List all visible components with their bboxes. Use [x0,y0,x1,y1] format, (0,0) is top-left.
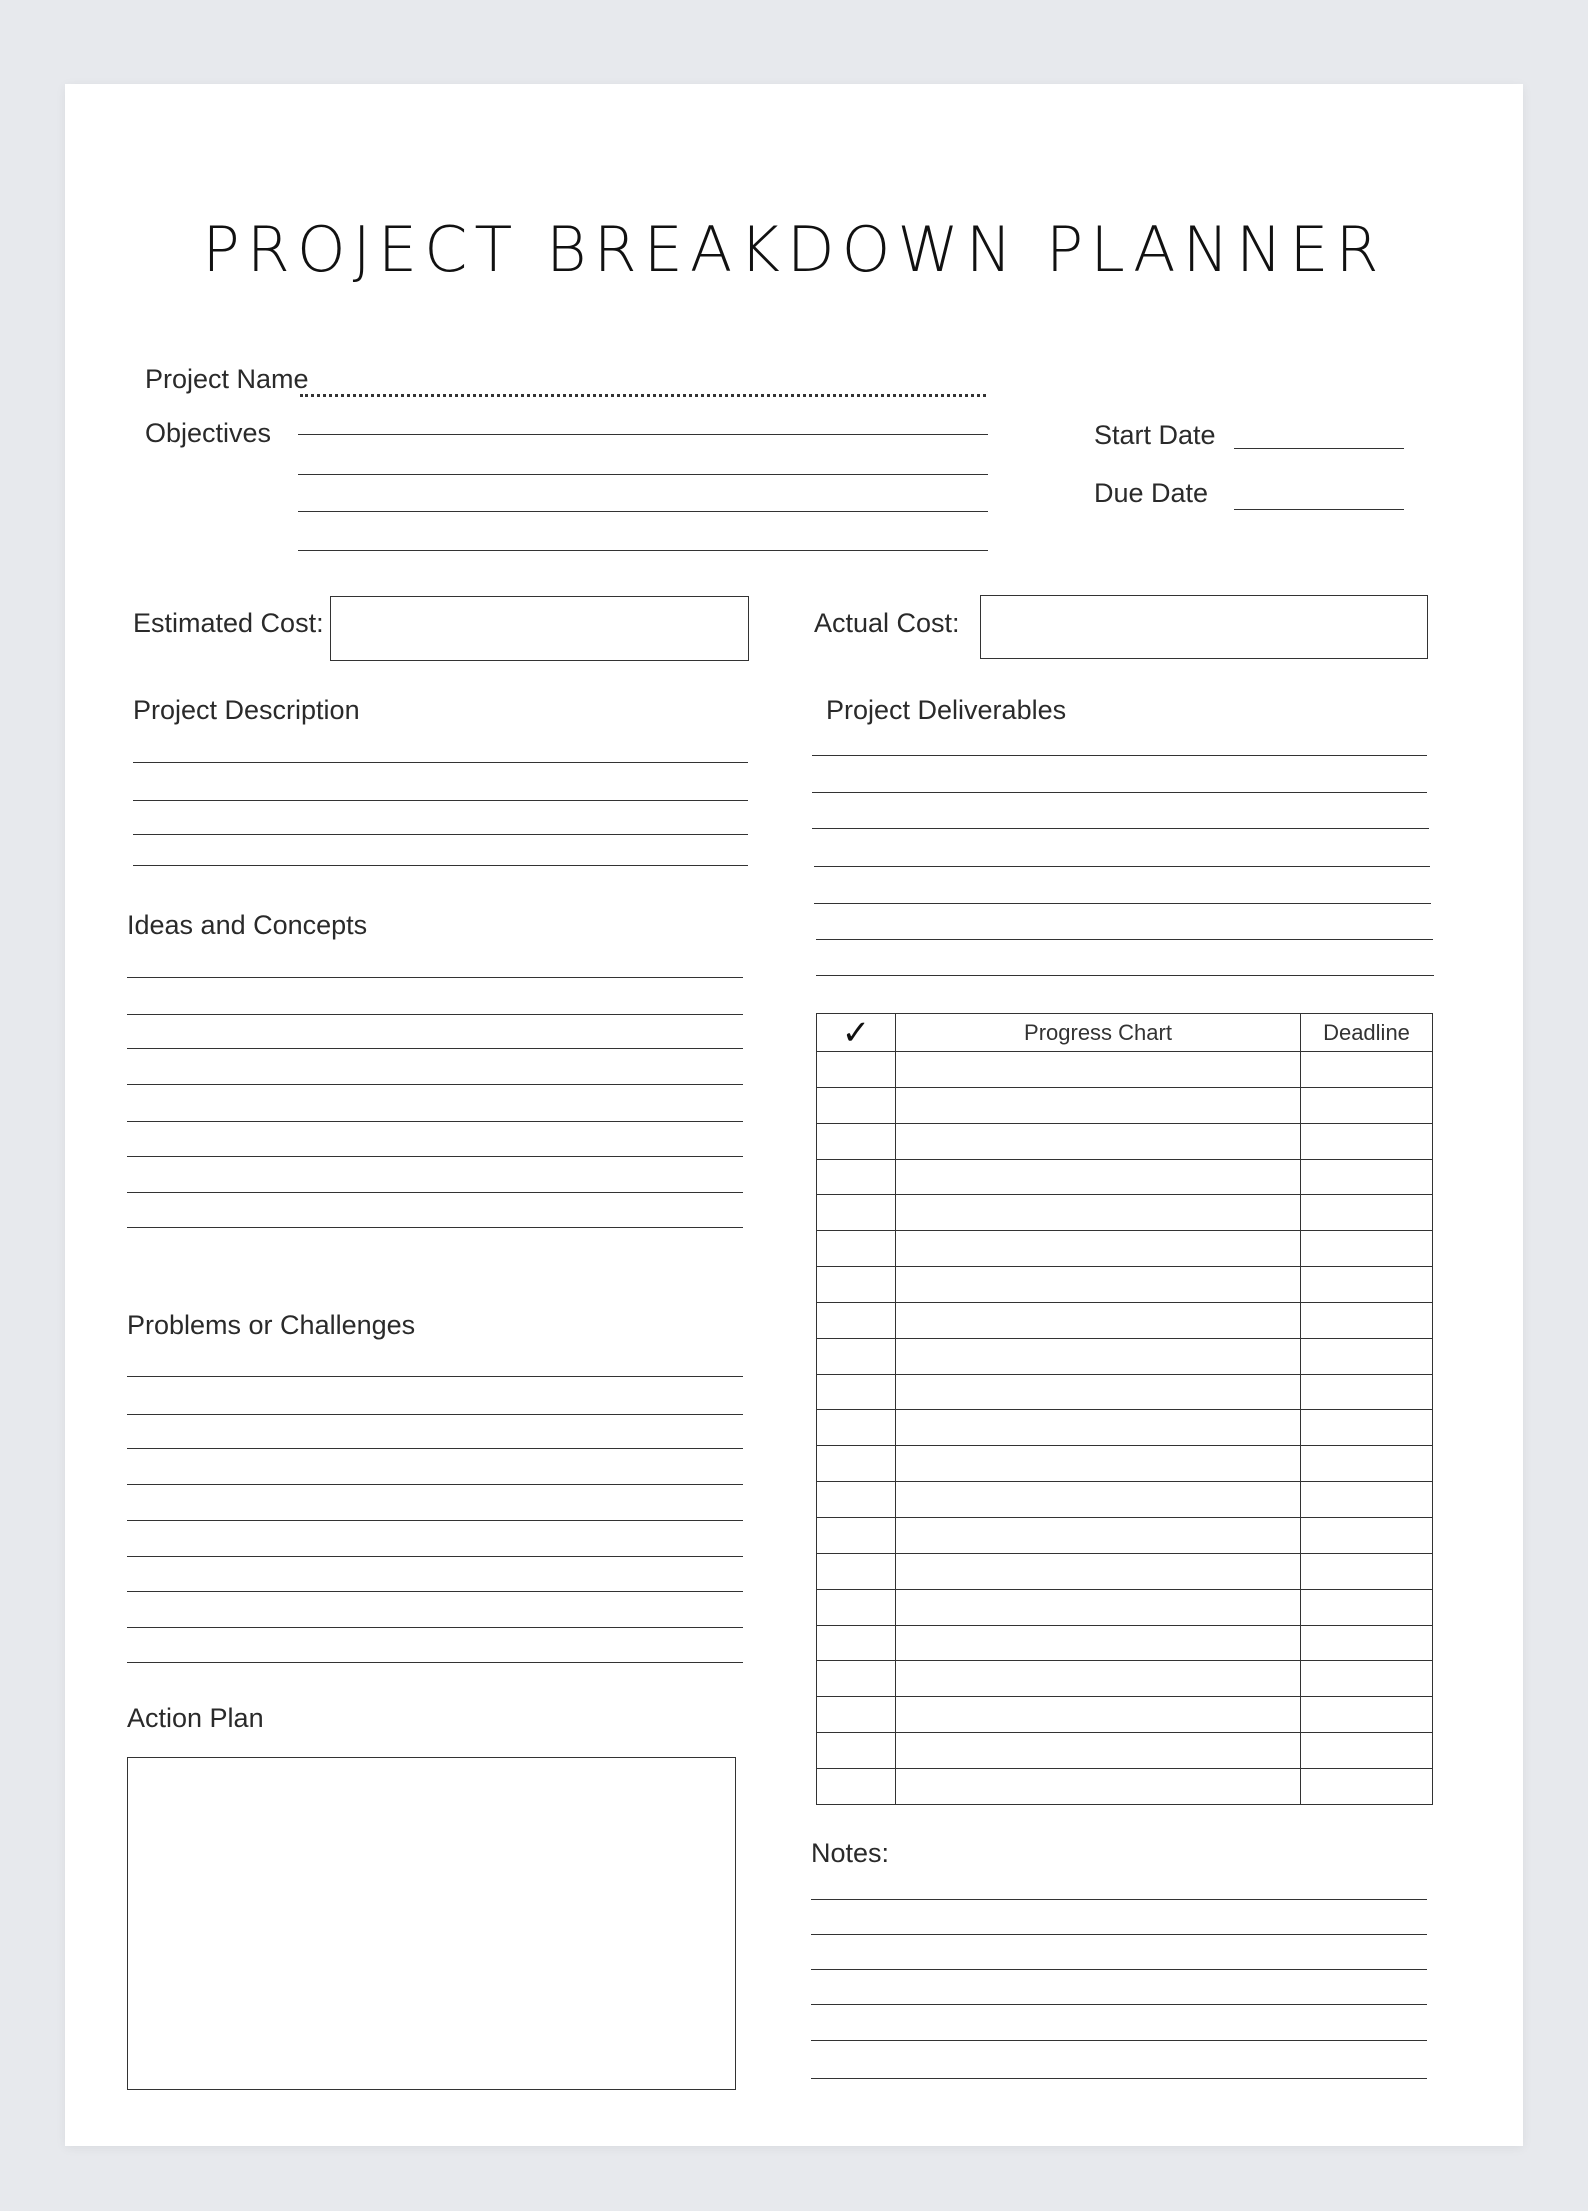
progress-chart-row [817,1697,1433,1733]
deliverables-line[interactable] [814,903,1431,904]
project-name-label: Project Name [145,364,309,394]
progress-task-cell[interactable] [896,1625,1301,1661]
start-date-field[interactable] [1234,448,1404,449]
progress-deadline-cell[interactable] [1301,1446,1433,1482]
progress-check-cell[interactable] [817,1052,896,1088]
progress-task-cell[interactable] [896,1768,1301,1804]
due-date-label: Due Date [1094,478,1209,508]
progress-chart-row [817,1159,1433,1195]
progress-check-cell[interactable] [817,1087,896,1123]
progress-chart-row [817,1410,1433,1446]
progress-deadline-cell[interactable] [1301,1589,1433,1625]
progress-task-cell[interactable] [896,1052,1301,1088]
progress-task-cell[interactable] [896,1482,1301,1518]
progress-check-cell[interactable] [817,1195,896,1231]
progress-task-cell[interactable] [896,1087,1301,1123]
progress-deadline-cell[interactable] [1301,1625,1433,1661]
progress-deadline-cell[interactable] [1301,1195,1433,1231]
progress-check-cell[interactable] [817,1231,896,1267]
progress-deadline-cell[interactable] [1301,1697,1433,1733]
progress-task-cell[interactable] [896,1123,1301,1159]
progress-deadline-cell[interactable] [1301,1553,1433,1589]
deliverables-line[interactable] [816,939,1433,940]
progress-chart-row [817,1231,1433,1267]
progress-check-cell[interactable] [817,1302,896,1338]
progress-check-cell[interactable] [817,1410,896,1446]
progress-check-cell[interactable] [817,1482,896,1518]
progress-task-cell[interactable] [896,1231,1301,1267]
problems-line[interactable] [127,1627,743,1628]
progress-chart-row [817,1733,1433,1769]
progress-chart-row [817,1195,1433,1231]
progress-check-cell[interactable] [817,1517,896,1553]
action-plan-label: Action Plan [127,1703,264,1733]
ideas-line[interactable] [127,1084,743,1085]
progress-deadline-cell[interactable] [1301,1733,1433,1769]
ideas-line[interactable] [127,1121,743,1122]
checkmark-icon: ✓ [841,1013,871,1052]
estimated-cost-label: Estimated Cost: [133,608,324,638]
notes-line[interactable] [811,1969,1427,1970]
actual-cost-box[interactable] [980,595,1428,659]
ideas-concepts-label: Ideas and Concepts [127,910,368,940]
progress-deadline-cell[interactable] [1301,1374,1433,1410]
notes-line[interactable] [811,2040,1427,2041]
progress-task-cell[interactable] [896,1553,1301,1589]
progress-task-cell[interactable] [896,1517,1301,1553]
progress-check-cell[interactable] [817,1589,896,1625]
problems-line[interactable] [127,1662,743,1663]
deliverables-line[interactable] [812,792,1427,793]
progress-deadline-cell[interactable] [1301,1410,1433,1446]
progress-chart-table [816,1013,1433,1805]
progress-check-cell[interactable] [817,1267,896,1303]
progress-deadline-cell[interactable] [1301,1123,1433,1159]
progress-task-cell[interactable] [896,1195,1301,1231]
progress-deadline-cell[interactable] [1301,1517,1433,1553]
objectives-line[interactable] [298,474,988,475]
progress-deadline-cell[interactable] [1301,1087,1433,1123]
progress-check-cell[interactable] [817,1697,896,1733]
progress-deadline-cell[interactable] [1301,1231,1433,1267]
notes-line[interactable] [811,1934,1427,1935]
deliverables-line[interactable] [812,755,1427,756]
progress-task-cell[interactable] [896,1338,1301,1374]
progress-chart-row [817,1267,1433,1303]
ideas-line[interactable] [127,977,743,978]
description-line[interactable] [133,800,748,801]
progress-chart-body [817,1052,1433,1805]
project-description-label: Project Description [133,695,360,725]
problems-line[interactable] [127,1484,743,1485]
progress-task-cell[interactable] [896,1733,1301,1769]
progress-chart-row [817,1338,1433,1374]
progress-chart-row [817,1768,1433,1804]
progress-check-cell[interactable] [817,1625,896,1661]
progress-chart-row [817,1446,1433,1482]
deadline-header: Deadline [1301,1014,1433,1052]
progress-task-cell[interactable] [896,1410,1301,1446]
start-date-label: Start Date [1094,420,1216,450]
progress-check-cell[interactable] [817,1446,896,1482]
progress-check-cell[interactable] [817,1374,896,1410]
progress-task-cell[interactable] [896,1589,1301,1625]
progress-chart-row [817,1589,1433,1625]
progress-chart-row [817,1517,1433,1553]
objectives-line[interactable] [298,511,988,512]
ideas-line[interactable] [127,1192,743,1193]
progress-task-cell[interactable] [896,1446,1301,1482]
progress-task-cell[interactable] [896,1267,1301,1303]
page-title: PROJECT BREAKDOWN PLANNER [202,213,1386,286]
progress-task-cell[interactable] [896,1661,1301,1697]
description-line[interactable] [133,762,748,763]
progress-chart-row [817,1374,1433,1410]
progress-task-cell[interactable] [896,1302,1301,1338]
ideas-line[interactable] [127,1048,743,1049]
deliverables-line[interactable] [814,866,1430,867]
estimated-cost-box[interactable] [330,596,749,661]
progress-check-cell[interactable] [817,1768,896,1804]
ideas-line[interactable] [127,1227,743,1228]
task-header: Progress Chart [896,1014,1301,1052]
progress-task-cell[interactable] [896,1159,1301,1195]
notes-line[interactable] [811,2078,1427,2079]
problems-line[interactable] [127,1556,743,1557]
project-name-field[interactable] [300,394,986,397]
objectives-line[interactable] [298,550,988,551]
progress-chart-row [817,1625,1433,1661]
progress-chart-row [817,1087,1433,1123]
progress-deadline-cell[interactable] [1301,1661,1433,1697]
problems-line[interactable] [127,1520,743,1521]
action-plan-box[interactable] [127,1757,736,2090]
notes-label: Notes: [811,1838,890,1868]
due-date-field[interactable] [1234,509,1404,510]
progress-task-cell[interactable] [896,1374,1301,1410]
problems-line[interactable] [127,1414,743,1415]
objectives-label: Objectives [145,418,272,448]
objectives-line[interactable] [298,434,988,435]
progress-deadline-cell[interactable] [1301,1159,1433,1195]
description-line[interactable] [133,865,748,866]
deliverables-line[interactable] [812,828,1429,829]
progress-deadline-cell[interactable] [1301,1052,1433,1088]
problems-line[interactable] [127,1448,743,1449]
deliverables-line[interactable] [816,975,1434,976]
description-line[interactable] [133,834,748,835]
progress-deadline-cell[interactable] [1301,1267,1433,1303]
progress-check-cell[interactable] [817,1159,896,1195]
progress-deadline-cell[interactable] [1301,1302,1433,1338]
progress-chart-row [817,1302,1433,1338]
ideas-line[interactable] [127,1156,743,1157]
project-deliverables-label: Project Deliverables [826,695,1067,725]
progress-deadline-cell[interactable] [1301,1338,1433,1374]
progress-chart-header-row [817,1014,1433,1052]
actual-cost-label: Actual Cost: [814,608,960,638]
notes-line[interactable] [811,2004,1427,2005]
progress-chart-row [817,1052,1433,1088]
progress-check-cell[interactable] [817,1338,896,1374]
problems-line[interactable] [127,1591,743,1592]
progress-task-cell[interactable] [896,1697,1301,1733]
progress-check-cell[interactable] [817,1123,896,1159]
problems-line[interactable] [127,1376,743,1377]
progress-chart-row [817,1553,1433,1589]
progress-chart-row [817,1123,1433,1159]
progress-check-cell[interactable] [817,1661,896,1697]
ideas-line[interactable] [127,1014,743,1015]
progress-chart-row [817,1661,1433,1697]
progress-chart-row [817,1482,1433,1518]
progress-deadline-cell[interactable] [1301,1768,1433,1804]
progress-check-cell[interactable] [817,1733,896,1769]
progress-deadline-cell[interactable] [1301,1482,1433,1518]
check-header [817,1014,896,1052]
progress-check-cell[interactable] [817,1553,896,1589]
problems-challenges-label: Problems or Challenges [127,1310,416,1340]
notes-line[interactable] [811,1899,1427,1900]
